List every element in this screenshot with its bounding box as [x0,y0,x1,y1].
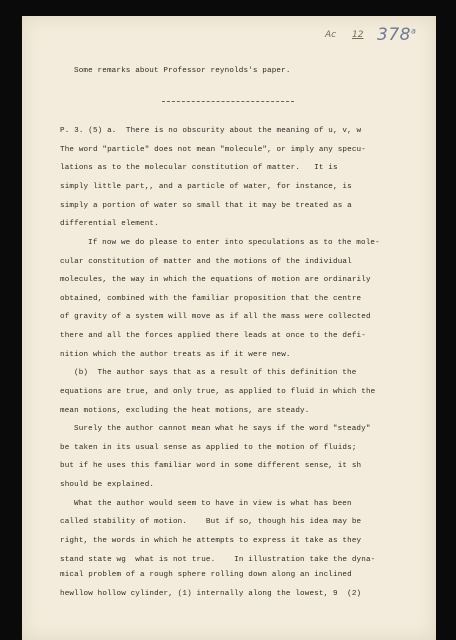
text-line: nition which the author treats as if it were new. [60,351,291,359]
text-line: should be explained. [60,481,155,489]
text-line: obtained, combined with the familiar proposition that the centre [60,295,362,303]
text-line: What the author would seem to have in view is what has been [74,500,352,508]
text-line: mean motions, excluding the heat motions, are steady. [60,407,310,415]
document-title: Some remarks about Professor reynolds's paper. [74,67,291,75]
text-line: of gravity of a system will move as if all the mass were collected [60,313,371,321]
reference-annotation: 12 [352,30,364,40]
text-line: molecules, the way in which the equations of motion are ordinarily [60,276,371,284]
text-line: right, the words in which he attempts to express it take as they [60,537,362,545]
text-line: be taken in its usual sense as applied to the motion of fluids; [60,444,357,452]
text-line: simply little part,, and a particle of water, for instance, is [60,183,352,191]
text-line: differential element. [60,220,159,228]
circle-mark: a [410,26,417,36]
text-line: stand state wg what is not true. In illustration take the dyna- [60,556,376,564]
text-line: cular constitution of matter and the motions of the individual [60,258,352,266]
document-page [22,16,436,640]
title-rule [162,101,294,102]
text-line: equations are true, and only true, as applied to fluid in which the [60,388,376,396]
text-line: If now we do please to enter into speculations as to the mole- [88,239,380,247]
text-line: called stability of motion. But if so, though his idea may be [60,518,362,526]
text-line: lations as to the molecular constitution of matter. It is [60,164,338,172]
text-line: (b) The author says that as a result of this definition the [74,369,357,377]
folio-annotation: Ac [325,30,337,40]
text-line: simply a portion of water so small that it may be treated as a [60,202,352,210]
page-number: 378 [377,25,411,45]
text-line: The word "particle" does not mean "molecule", or imply any specu- [60,146,366,154]
text-line: mical problem of a rough sphere rolling down along an inclined [60,571,352,579]
page-number-annotation [377,25,416,45]
text-line: there and all the forces applied there leads at once to the defi- [60,332,366,340]
text-line: P. 3. (5) a. There is no obscurity about the meaning of u, v, w [60,127,362,135]
text-line: but if he uses this familiar word in some different sense, it sh [60,462,362,470]
text-line: Surely the author cannot mean what he says if the word "steady" [74,425,371,433]
text-line: hewllow hollow cylinder, (1) internally along the lowest, 9 (2) [60,590,362,598]
